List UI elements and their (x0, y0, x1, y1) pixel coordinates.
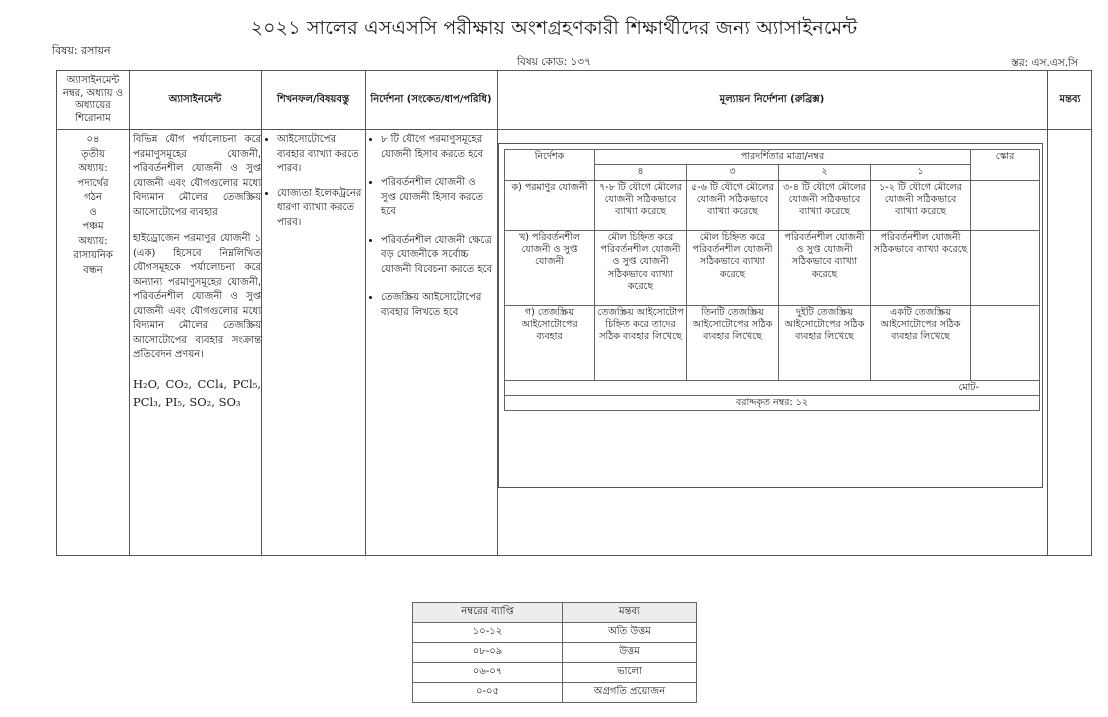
scale-row (413, 623, 697, 643)
chapter-text: গঠন (84, 192, 102, 203)
rubric-cell: তিনটি তেজস্ক্রিয় আইসোটোপের সঠিক ব্যবহার লিখেছে (687, 305, 779, 380)
rubric-level: ৪ (595, 165, 687, 180)
header-evaluation: মূল্যায়ন নির্দেশনা (রুব্রিক্স) (719, 93, 825, 105)
rubric-level: ২ (779, 165, 871, 180)
rubric-box (498, 143, 1043, 488)
scale-row (413, 683, 697, 703)
header-assignment-no: অ্যাসাইনমেন্ট নম্বর, অধ্যায় ও অধ্যায়ের শিরোনাম (62, 75, 124, 124)
page-title: ২০২১ সালের এসএসসি পরীক্ষায় অংশগ্রহণকারী শিক্ষার্থীদের জন্য অ্যাসাইনমেন্ট (250, 17, 858, 39)
scale-range: ০৮-০৯ (413, 643, 563, 663)
chapter-text: ও (89, 206, 97, 218)
header-assignment: অ্যাসাইনমেন্ট (168, 93, 222, 105)
scale-range: ০৬-০৭ (413, 663, 563, 683)
rubric-allocated-marks: বরাদ্দকৃত নম্বর: ১২ (505, 396, 1040, 411)
chapter-text: রাসায়নিক (73, 250, 113, 261)
grading-scale-table (412, 602, 697, 703)
rubric-criterion: ক) পরমাণুর যোজনী (505, 180, 595, 230)
header-instructions: নির্দেশনা (সংকেত/ধাপ/পরিধি) (370, 93, 492, 105)
assignment-cell (133, 133, 261, 411)
instructions-cell (369, 133, 493, 334)
level-label: স্তর: এস.এস.সি (1011, 57, 1078, 69)
instruction-item: • পরিবর্তনশীল যোজনী ও সুপ্ত যোজনী হিসাব করতে হবে (381, 176, 493, 220)
rubric-level: ৩ (687, 165, 779, 180)
learning-outcome-item: • যোজ্যতা ইলেকট্রনের ধারণা ব্যাখ্যা করতে পারব। (277, 187, 365, 231)
chapter-text: অধ্যায়: (78, 163, 108, 174)
rubric-row (505, 180, 1040, 230)
assignment-details: হাইড্রোজেন পরমাণুর যোজনী ১ (এক) হিসেবে নিম্নলিখিত যৌগসমূহকে পর্যালোচনা করে অন্যান্য পরমাণুসমূহের যোজনী, পরিবর্তনশীল যোজনী ও সুপ্ত যোজনী এবং যৌগগুলোর মধ্যে বিদ্যমান মৌলের তেজস্ক্রিয় আসোটোপের ব্যবহার সংক্রান্ত প্রতিবেদন প্রণয়ন। (133, 233, 261, 360)
scale-remark: ভালো (563, 663, 697, 683)
rubric-levels-header: পারদর্শিতার মাত্রা/নম্বর (595, 150, 971, 165)
learning-outcome-item: • আইসোটোপের ব্যবহার ব্যাখ্যা করতে পারব। (277, 133, 365, 177)
rubric-cell: তেজস্ক্রিয় আইসোটোপ চিহ্নিত করে তাদের সঠিক ব্যবহার লিখেছে (595, 305, 687, 380)
scale-remark: অগ্রগতি প্রয়োজন (563, 683, 697, 703)
rubric-cell: ৫-৬ টি যৌগে মৌলের যোজনী সঠিকভাবে ব্যাখ্যা করেছে (687, 180, 779, 230)
instruction-item: • ৮ টি যৌগে পরমাণুসমূহের যোজনী হিসাব করতে হবে (381, 133, 493, 162)
assignment-summary: বিভিন্ন যৌগ পর্যালোচনা করে পরমাণুসমূহের যোজনী, পরিবর্তনশীল যোজনী ও সুপ্ত যোজনী এবং যৌগগুলোর মধ্যে বিদ্যমান মৌলের তেজস্ক্রিয় আসোটোপের ব্যবহার (133, 134, 261, 218)
rubric-row (505, 305, 1040, 380)
rubric-criterion: খ) পরিবর্তনশীল যোজনী ও সুপ্ত যোজনী (505, 230, 595, 305)
scale-range: ১০-১২ (413, 623, 563, 643)
instruction-item: • পরিবর্তনশীল যোজনী ক্ষেত্রে বড় যোজনীকে সর্বোচ্চ যোজনী বিবেচনা করতে হবে (381, 234, 493, 278)
chapter-text: পঞ্চম (82, 221, 104, 232)
assignment-number: ০৪ (86, 134, 100, 145)
header-remarks: মন্তব্য (1059, 93, 1081, 105)
scale-remark: অতি উত্তম (563, 623, 697, 643)
rubric-criterion-header: নির্দেশক (505, 150, 595, 181)
scale-row (413, 643, 697, 663)
rubric-cell: মৌল চিহ্নিত করে পরিবর্তনশীল যোজনী ও সুপ্ত যোজনী সঠিকভাবে ব্যাখ্যা করেছে (595, 230, 687, 305)
header-learning-outcome: শিখনফল/বিষয়বস্তু (276, 93, 350, 105)
rubric-cell: ৭-৮ টি যৌগে মৌলের যোজনী সঠিকভাবে ব্যাখ্যা করেছে (595, 180, 687, 230)
rubric-cell: ৩-৪ টি যৌগে মৌলের যোজনী সঠিকভাবে ব্যাখ্যা করেছে (779, 180, 871, 230)
chapter-text: অধ্যায়: (78, 235, 108, 247)
chapter-text: পদার্থের (77, 177, 109, 189)
formula-list: H₂O, CO₂, CCl₄, PCl₅, PCl₃, PI₅, SO₂, SO₃ (133, 376, 261, 409)
subject-label: বিষয়: রসায়ন (52, 44, 111, 57)
rubric-score-header: স্কোর (971, 150, 1040, 181)
chapter-text: তৃতীয় (81, 148, 105, 160)
scale-range: ০-০৫ (413, 683, 563, 703)
scale-header-remark: মন্তব্য (563, 603, 697, 623)
rubric-cell: ১-২ টি যৌগে মৌলের যোজনী সঠিকভাবে ব্যাখ্যা করেছে (871, 180, 971, 230)
rubric-cell: মৌল চিহ্নিত করে পরিবর্তনশীল যোজনী সঠিকভাবে ব্যাখ্যা করেছে (687, 230, 779, 305)
rubric-total: মোট- (505, 380, 1040, 395)
scale-remark: উত্তম (563, 643, 697, 663)
instruction-item: • তেজস্ক্রিয় আইসোটোপের ব্যবহার লিখতে হবে (381, 291, 493, 320)
rubric-row (505, 230, 1040, 305)
scale-row (413, 663, 697, 683)
learning-outcome-cell (265, 133, 365, 240)
rubric-score-cell (971, 180, 1040, 230)
subject-code: বিষয় কোড: ১৩৭ (517, 56, 591, 68)
rubric-level: ১ (871, 165, 971, 180)
chapter-text: বন্ধন (83, 264, 103, 276)
rubric-cell: পরিবর্তনশীল যোজনী সঠিকভাবে ব্যাখ্যা করেছে (871, 230, 971, 305)
rubric-criterion: গ) তেজস্ক্রিয় আইসোটোপের ব্যবহার (505, 305, 595, 380)
rubric-score-cell (971, 305, 1040, 380)
rubric-score-cell (971, 230, 1040, 305)
rubric-cell: একটি তেজস্ক্রিয় আইসোটোপের সঠিক ব্যবহার লিখেছে (871, 305, 971, 380)
rubric-cell: পরিবর্তনশীল যোজনী ও সুপ্ত যোজনী সঠিকভাবে ব্যাখ্যা করেছে (779, 230, 871, 305)
scale-header-range: নম্বরের ব্যাপ্তি (413, 603, 563, 623)
rubric-cell: দুইটি তেজস্ক্রিয় আইসোটোপের সঠিক ব্যবহার লিখেছে (779, 305, 871, 380)
chapter-cell (57, 133, 129, 278)
rubric-table (504, 149, 1040, 411)
